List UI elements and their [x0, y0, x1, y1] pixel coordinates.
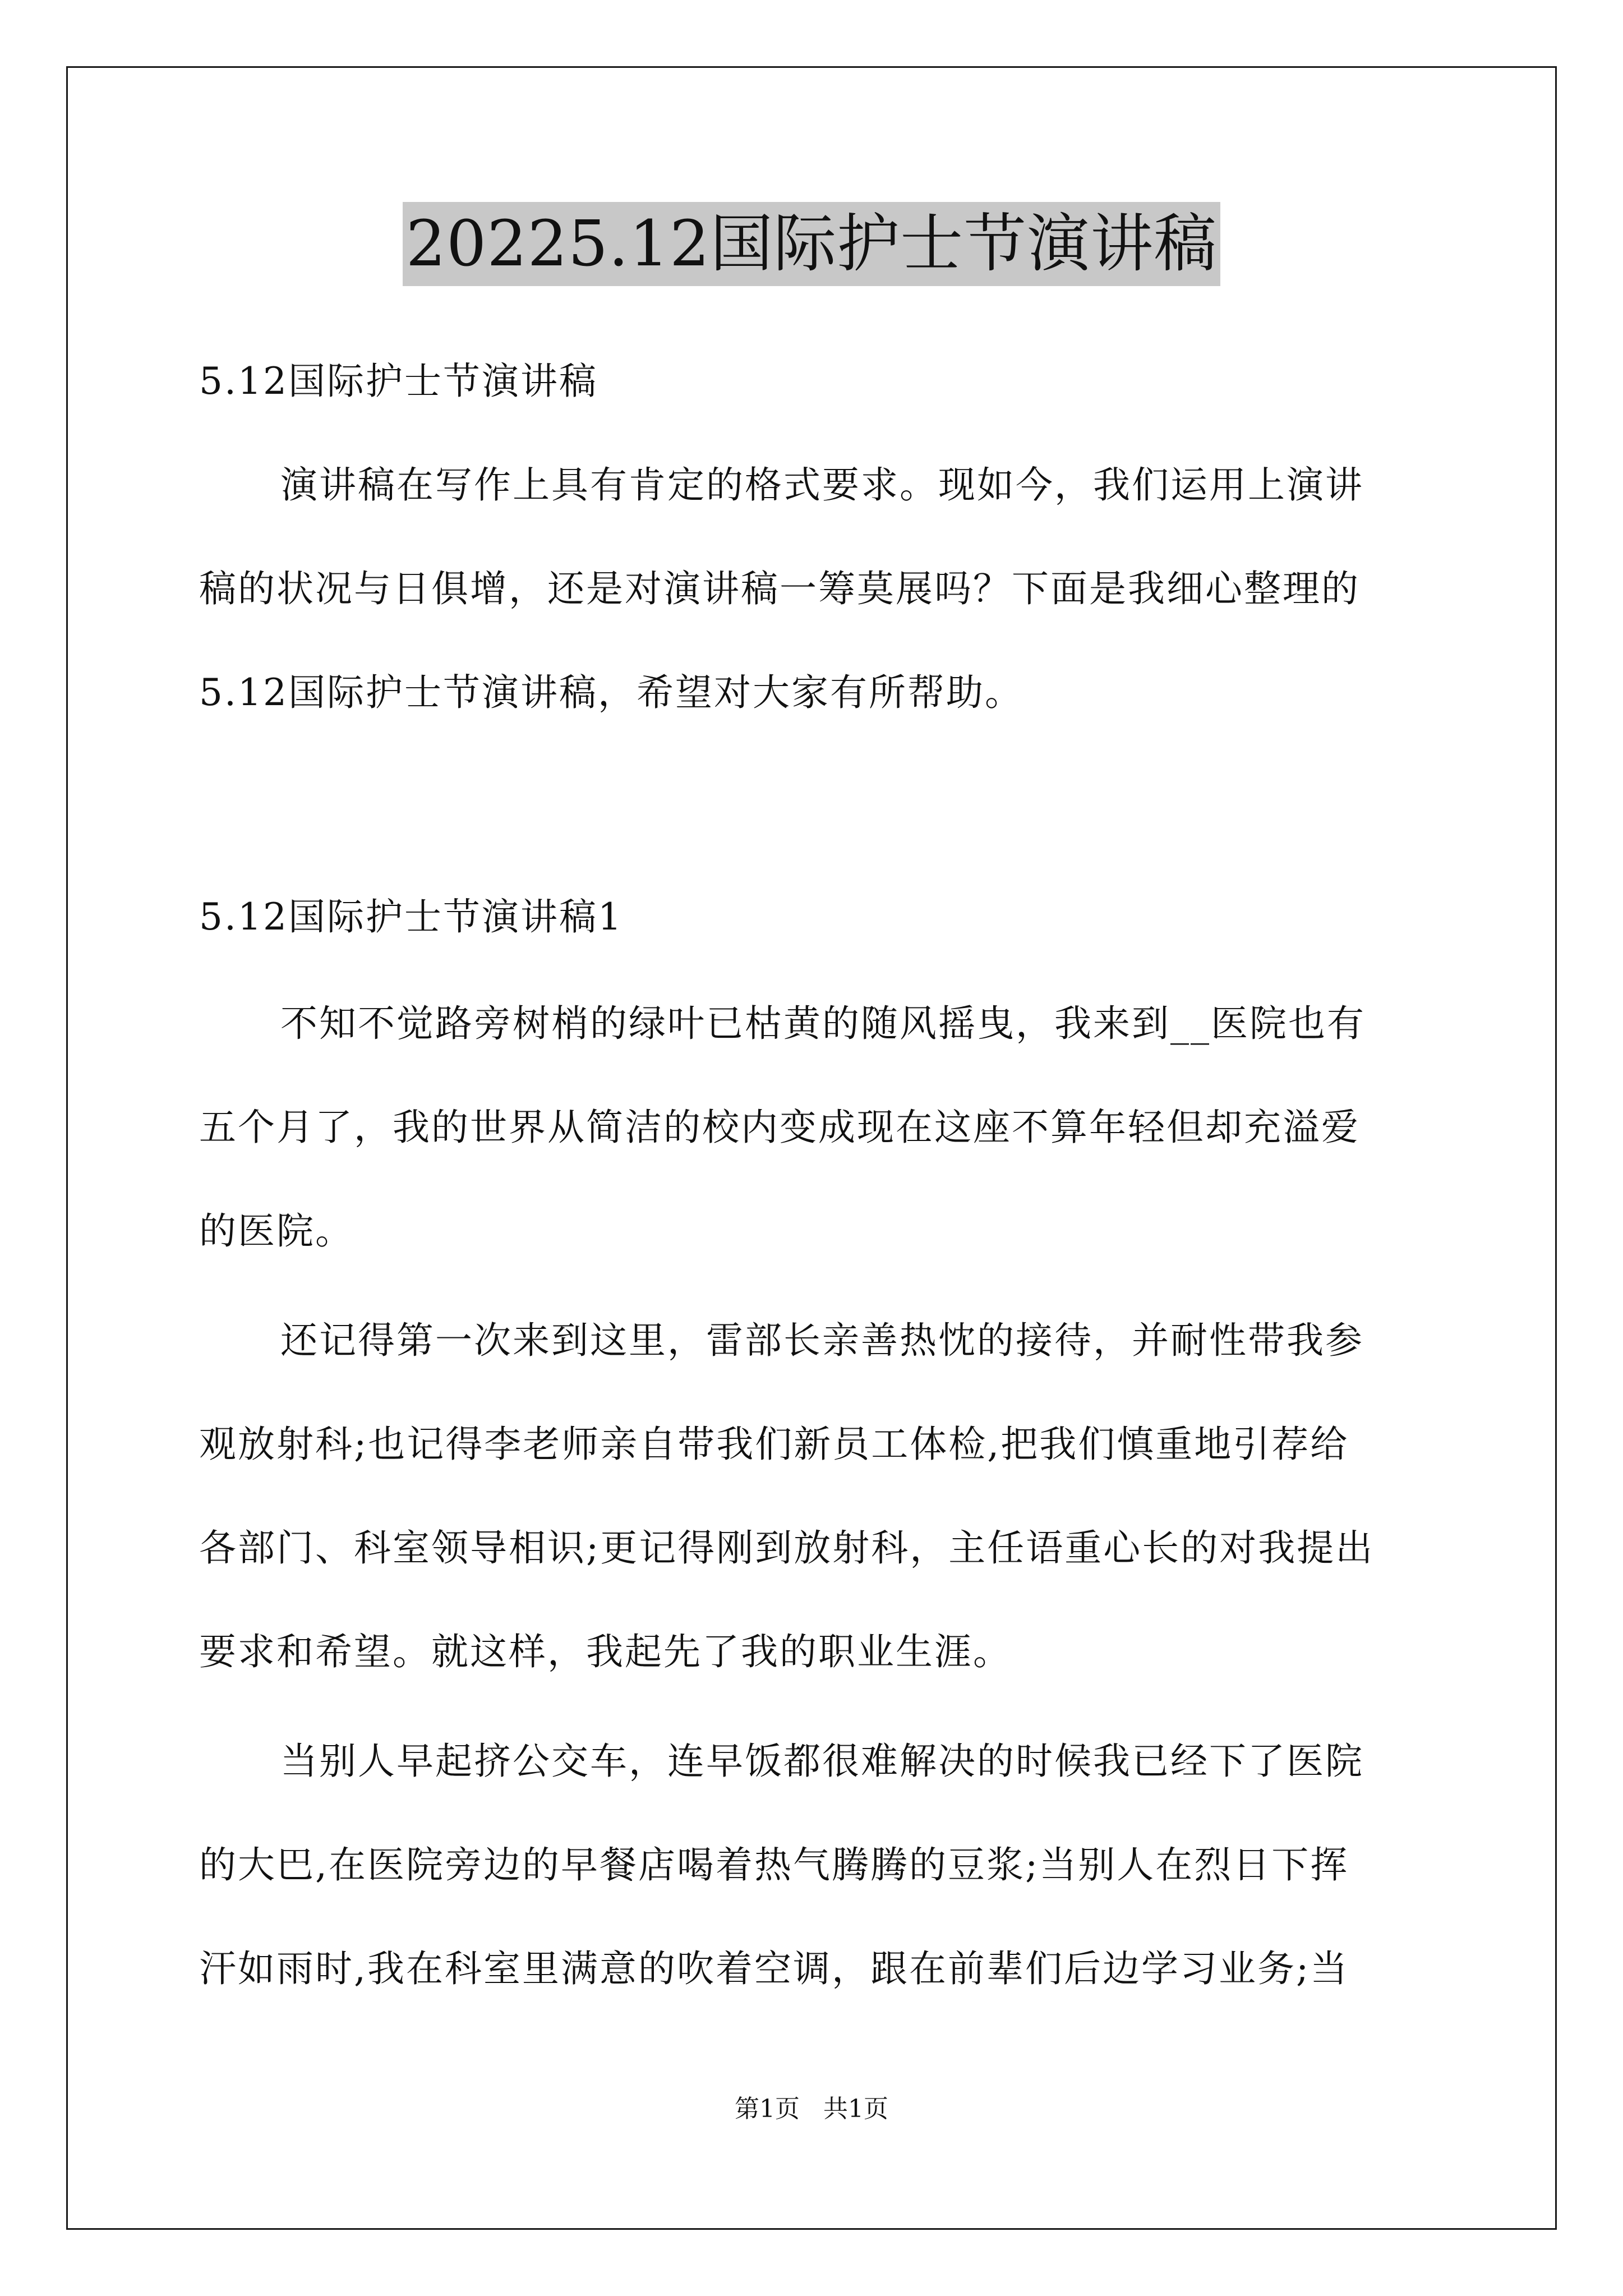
page-total: 共1页: [823, 2095, 888, 2123]
section-heading: 5.12国际护士节演讲稿: [199, 360, 598, 403]
paragraph-line: 汗如雨时,我在科室里满意的吹着空调，跟在前辈们后边学习业务;当: [199, 1947, 1349, 1990]
paragraph-line: 要求和希望。就这样，我起先了我的职业生涯。: [199, 1630, 1012, 1673]
paragraph-line: 观放射科;也记得李老师亲自带我们新员工体检,把我们慎重地引荐给: [199, 1423, 1349, 1466]
page-footer: [0, 2092, 1623, 2126]
document-title: 20225.12国际护士节演讲稿: [403, 202, 1220, 286]
paragraph-line: 5.12国际护士节演讲稿，希望对大家有所帮助。: [199, 671, 1023, 714]
paragraph-line: 当别人早起挤公交车，连早饭都很难解决的时候我已经下了医院: [280, 1740, 1364, 1783]
paragraph-line: 还记得第一次来到这里，雷部长亲善热忱的接待，并耐性带我参: [280, 1319, 1364, 1362]
page-number: 第1页: [735, 2095, 800, 2123]
paragraph-line: 稿的状况与日俱增，还是对演讲稿一筹莫展吗？下面是我细心整理的: [199, 567, 1360, 610]
paragraph-line: 不知不觉路旁树梢的绿叶已枯黄的随风摇曳，我来到__医院也有: [280, 1002, 1366, 1045]
paragraph-line: 各部门、科室领导相识;更记得刚到放射科，主任语重心长的对我提出: [199, 1526, 1375, 1570]
paragraph-line: 的大巴,在医院旁边的早餐店喝着热气腾腾的豆浆;当别人在烈日下挥: [199, 1843, 1349, 1887]
paragraph-line: 的医院。: [199, 1209, 354, 1253]
section-heading: 5.12国际护士节演讲稿1: [199, 895, 623, 938]
paragraph-line: 演讲稿在写作上具有肯定的格式要求。现如今，我们运用上演讲: [280, 463, 1364, 507]
title-container: [0, 202, 1623, 286]
paragraph-line: 五个月了，我的世界从简洁的校内变成现在这座不算年轻但却充溢爱: [199, 1106, 1360, 1149]
